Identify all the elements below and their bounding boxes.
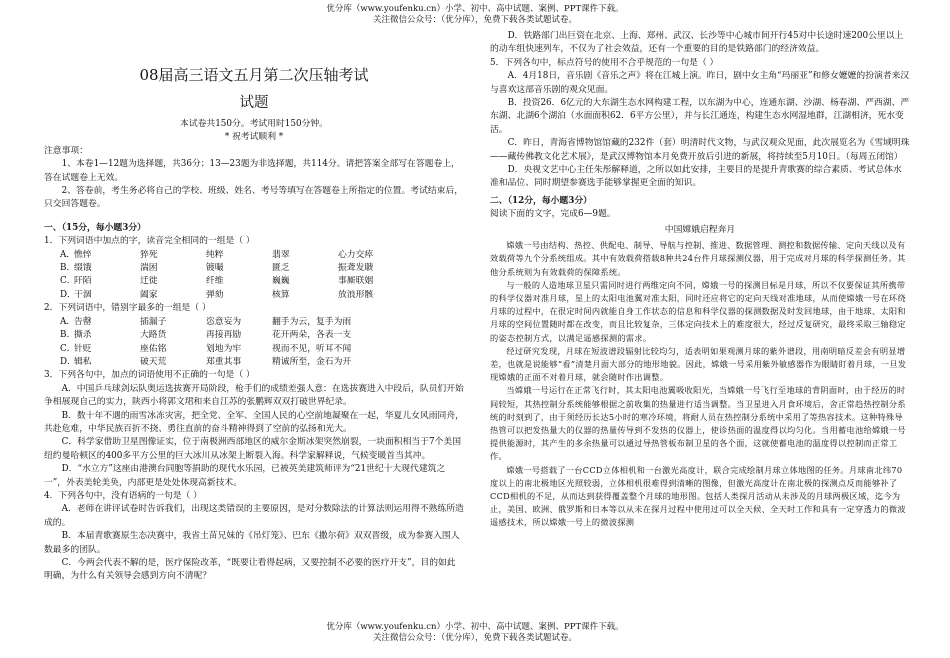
header-line-2: 关注微信公众号：（优分库），免费下载各类试题试卷。 — [372, 15, 577, 25]
q2-option-b: B． 撕杀 大路货 再接再励 花开两朵，各表一支 — [60, 330, 352, 341]
q5-option-c: C．昨日，青海省博物馆馆藏的232件（套）明清时代文物，与武汉观众见面，此次展览名为《雪域明珠——藏传佛教文化艺术展》，是武汉博物馆本月免费开放后引进的新展，将持续至5月10日。（每周五闭馆） — [490, 138, 910, 162]
article-paragraph-1: 嫦娥一号由结构、热控、供配电、制导、导航与控制、推进、数据管理、测控和数据传输、定向天线以及有效载荷等九个分系统组成。其中有效载荷搭载8种共24台件月球探测仪器，用于完成对月球的科学探测任务。其他分系统则为有效载荷的保障系统。 — [490, 240, 906, 277]
left-column — [44, 56, 464, 584]
q2-option-a: A． 告罄 插漏子 恣意妄为 翻手为云，复手为雨 — [60, 316, 352, 327]
article-title: 中国嫦娥启程奔月 — [664, 224, 736, 235]
article-paragraph-3: 经过研究发现，月球在短波谱段辐射比较均匀，适表明如果观测月球的紫外谱段，用南明暗反差会有明显增差，也就是说能够“看”清楚月面大部分的地形地貌。因此，嫦娥一号采用紫外敏感器作为眼睛盯着月球，一旦发现嫦娥的正面不对着月球，就会随时作出调整。 — [490, 345, 907, 383]
question-3: 3．下列各句中，加点的词语使用不正确的一句是（ ） — [44, 370, 255, 381]
exam-title: 08届高三语文五月第二次压轴考试 — [139, 66, 369, 84]
q2-option-d: D． 辑私 破天荒 郑重其事 精诚所至，金石为开 — [60, 356, 352, 367]
q3-option-b: B．数十年不遇的雨雪冰冻灾害，把全党、全军、全国人民的心空前地凝聚在一起，华夏儿女风雨同舟，共赴危难，中华民族百折不挠、勇往直前的奋斗精神得到了空前的弘扬和光大。 — [44, 410, 464, 434]
page-footer — [0, 622, 950, 644]
section-1-heading: 一、（15分，每小题3分） — [44, 222, 146, 233]
q4-option-d: D．铁路部门出巨资在北京、上海、郑州、武汉、长沙等中心城市间开行45对中长途时速200公里以上的动车组快速列车，不仅为了社会效益，还有一个重要的目的是铁路部门的经济效益。 — [490, 31, 904, 55]
article-paragraph-4: 当嫦娥一号运行在正常飞行时，其太阳电池翼吸收阳光，当嫦娥一号飞行至地球的背阴面时，由于经历的时间较短，其热控制分系统能够根据之前收集的热量进行适当调整。当卫星进入月食环境后，舍正常趋热控制分系统的时刻到了，由于须经历长达5小时的寒冷环境，将耐人员在热控制分系统中采用了等热容技术。这种特殊导热管可以把发热量大的仪器的热量传导到不发热的仪器上，使诊热面的温度得以均匀化。当用蓄电池给嫦娥一号提供能源时，其产生的多余热量可以通过导热管板布制卫星的各个面，这就使蓄电池的温度得以控制而正常工作。 — [490, 385, 906, 462]
q4-option-a: A．老师在讲评试卷时告诉我们，出现这类错误的主要原因，是对分数除法的计算法则运用得不熟练所造成的。 — [44, 504, 464, 528]
right-column — [490, 30, 910, 530]
q3-option-d: D．“水立方”这座由港澳台同胞等捐助的现代水乐园，已被英美建筑师评为“21世纪十大现代建筑之一”，外表美轮美奂，内部更是处处体现高新技术。 — [44, 464, 446, 488]
q2-option-c: C． 针贬 座佑铭 划地为牢 视而不见，听耳不闻 — [60, 343, 352, 354]
q4-option-c: C．今两会代表不解的是，医疗保险改革，“既要让看得起病，又要控制不必要的医疗开支”，目的如此明确，为什么有关领导会感到方向不清呢？ — [44, 558, 456, 582]
exam-subtitle: 试题 — [239, 95, 269, 111]
question-2-options — [44, 316, 464, 370]
notes-title: 注意事项： — [44, 145, 88, 156]
footer-line-1: 优分库（www.youfenku.cn）小学、初中、高中试题、案例、PPT课件下载。 — [326, 622, 624, 632]
q5-option-b: B．投资26．6亿元的大东湖生态水网构建工程，以东湖为中心，连通东湖、沙湖、杨春湖、严西湖、严东湖、北湖6个湖泊（水面面积62．6平方公里），并与长江通连，构建生态水网湿地群，江湖相济，死水变活。 — [490, 98, 910, 135]
question-5: 5．下列各句中，标点符号的使用不合乎规范的一句是（ ） — [490, 57, 719, 68]
exam-info: 本试卷共150分。考试用时150分钟。 — [180, 119, 328, 129]
header-line-1: 优分库（www.youfenku.cn）小学、初中、高中试题、案例、PPT课件下载。 — [326, 4, 624, 14]
q3-option-a: A．中国乒乓球剑坛队奥运选拔赛开局阶段，枪手们的成绩差强人意：在选拔赛进入中段后，队员们开始争相展现自己的实力，陕西小将郭文珺和来自江苏的张鹏辉双双打破世界纪录。 — [44, 383, 464, 408]
q3-option-c: C．科学家借助卫星图像证实，位于南极洲西部地区的威尔金斯冰架突然崩裂，一块面积相当于7个美国纽约曼哈顿区的400多平方公里的巨大冰川从冰架上断裂入海。科学家解释说，气候变暖首当其冲。 — [44, 437, 461, 461]
question-1-options — [44, 249, 464, 303]
q1-option-a: A． 憔悴 猝死 纯粹 翡翠 心力交瘁 — [60, 249, 374, 260]
question-1: 1．下列词语中加点的字，读音完全相同的一组是（ ） — [44, 236, 255, 247]
article-paragraph-5: 嫦娥一号搭载了一台CCD立体相机和一台激光高度计，联合完成绘制月球立体地图的任务。月球南北纬70度以上的南北极地区光照较弱，立体相机很难得到清晰的图像，但激光高度计在南北极的探测点反而能够补了CCD相机的不足，从而达到获得覆盖整个月球的地形图。包括人类探月活动从未涉及的月球两极区域，迄今为止，美国、欧洲、俄罗斯和日本等以从未在探月过程中使用过可以全天候、全天时工作和具有一定穿透力的微波遥感技术，所以嫦娥一号上的微波探测 — [490, 464, 906, 528]
question-2: 2．下列词语中，错别字最多的一组是（ ） — [44, 303, 211, 314]
page-header — [0, 4, 950, 26]
question-4: 4．下列各句中，没有语病的一句是（ ） — [44, 490, 202, 501]
section-2-heading: 二、（12分，每小题3分） — [490, 195, 592, 206]
section-2-description: 阅读下面的文字，完成6—9题。 — [490, 209, 616, 220]
q5-option-a: A．4月18日，音乐剧《音乐之声》将在江城上演。昨日，剧中女主角“玛丽亚”和修女嬷嬷的扮演者来汉与喜欢这部音乐剧的观众见面。 — [490, 71, 910, 95]
note-2: 2、答卷前，考生务必将自己的学校、班级、姓名、考号等填写在答题卷上所指定的位置。考试结束后，只交回答题卷。 — [44, 186, 464, 210]
q5-option-d: D．央视文艺中心主任朱彤解释道，之所以如此安排，主要目的是提升青歌赛的综合素质、考试总体水准和品位、同时期望参赛选手能够掌握更全面的知识。 — [490, 165, 902, 189]
q1-option-c: C． 阡陌 迁徙 纤维 巍巍 事厮联姻 — [60, 276, 374, 287]
exam-wish: * 祝考试顺利 * — [224, 132, 284, 143]
note-1: 1、本卷1—12题为选择题，共36分；13—23题为非选择题，共114分。请把答案全部写在答题卷上，答在试题卷上无效。 — [44, 159, 460, 183]
article-paragraph-2: 与一般的人造地球卫星只需同时进行两维定向不同，嫦娥一号的探测目标是月球，所以不仅要保证其所携带的科学仪器对准月球，星上的太阳电池翼对准太阳，同时还应将它的定向天线对准地球，从而使嫦娥一号在环绕月球的过程中，在很定时间内就能自身工作状态的信息和科学仪器的探测数据及时发回地球，由于地球、太阳和月球的空间位置随时都在改变，而且比较复杂，三体定向技术上的难度很大，经过反复研究，最终采取三轴稳定的姿态控制方式，以满足遥感探测的需求。 — [490, 279, 906, 343]
q4-option-b: B．本届青歌赛原生态决赛中，我省土苗兄妹的《吊灯笼》、巴东《撒尔荷》双双晋级，成为参赛入围人数最多的团队。 — [44, 531, 460, 555]
footer-line-2: 关注微信公众号：（优分库），免费下载各类试题试卷。 — [372, 633, 577, 643]
article-body — [490, 239, 910, 529]
q1-option-d: D． 干涸 阖家 弹劾 核算 放浪形骸 — [60, 289, 374, 300]
q1-option-b: B． 缀饿 湍困 镀嘬 匮乏 振聋发聩 — [60, 263, 374, 274]
